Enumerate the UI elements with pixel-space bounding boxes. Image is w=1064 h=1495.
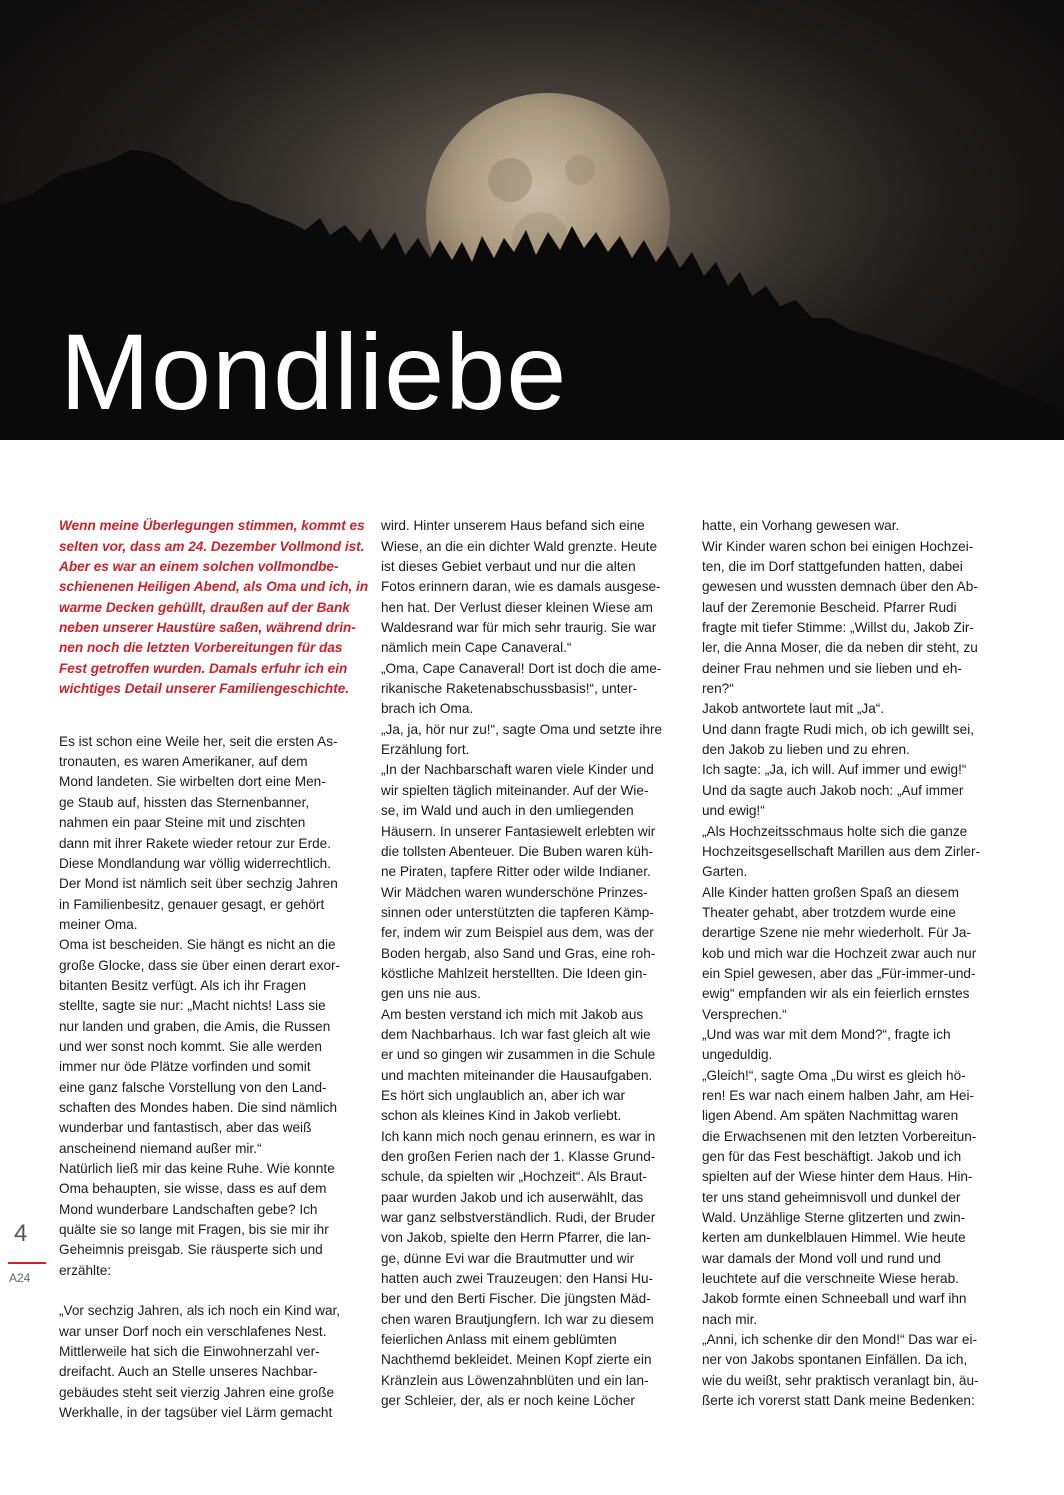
text-column-2 — [381, 496, 693, 1432]
page-number-rule — [8, 1262, 46, 1264]
body-text-column-2: wird. Hinter unserem Haus befand sich eine Wiese, an die ein dichter Wald grenzte. Heute ist dieses Gebiet verbaut und nur die alten Fotos erinnern daran, wie es damals ausgese- hen hat. Der Verlust dieser kleinen Wiese am Waldesrand war für mich sehr traurig. Sie war nämlich mein Cape Canaveral.“ „Oma, Cape Canaveral! Dort ist doch die ame- rikanische Raketenabschussbasis!“, unter- brach ich Oma. „Ja, ja, hör nur zu!“, sagte Oma und setzte ihre Erzählung fort. „In der Nachbarschaft waren viele Kinder und wir spielten täglich miteinander. Auf der Wie- se, im Wald und auch in den umliegenden Häusern. In unserer Fantasiewelt erlebten wir die tollsten Abenteuer. Die Buben waren küh- ne Piraten, tapfere Ritter oder wilde Indianer. Wir Mädchen waren wunderschöne Prinzes- sinnen oder unterstützten die tapferen Kämp- fer, indem wir zum Beispiel aus dem, was der Boden hergab, also Sand und Gras, eine roh- köstliche Mahlzeit herstellten. Die Ideen gin- gen uns nie aus. Am besten verstand ich mich mit Jakob aus dem Nachbarhaus. Ich war fast gleich alt wie er und so gingen wir zusammen in die Schule und machten miteinander die Hausaufgaben. Es hört sich unglaublich an, aber ich war schon als kleines Kind in Jakob verliebt. Ich kann mich noch genau erinnern, es war in den großen Ferien nach der 1. Klasse Grund- schule, da spielten wir „Hochzeit“. Als Braut- paar wurden Jakob und ich auserwählt, das war ganz selbstverständlich. Rudi, der Bruder von Jakob, spielte den Herrn Pfarrer, die lan- ge, dünne Evi war die Brautmutter und wir hatten auch zwei Trauzeugen: den Hansi Hu- ber und den Berti Fischer. Die jüngsten Mäd- chen waren Brautjungfern. Ich war zu diesem feierlichen Anlass mit einem geblümten Nachthemd bekleidet. Meinen Kopf zierte ein Kränzlein aus Löwenzahnblüten und ein lan- ger Schleier, der, als er noch keine Löcher — [381, 518, 663, 1409]
article-title: Mondliebe — [60, 311, 568, 432]
article-intro: Wenn meine Überlegungen stimmen, kommt es selten vor, dass am 24. Dezember Vollmond ist. Aber es war an einem solchen vollmondbe- schienenen Heiligen Abend, als Oma und ich, in warme Decken gehüllt, draußen auf der Bank neben unserer Haustüre saßen, während drin- nen noch die letzten Vorbereitungen für das Fest getroffen wurden. Damals erfuhr ich ein wichtiges Detail unserer Familiengeschichte. — [59, 518, 369, 697]
text-column-3 — [702, 496, 1014, 1432]
hero-photo — [0, 0, 1064, 440]
body-text-column-3: hatte, ein Vorhang gewesen war. Wir Kinder waren schon bei einigen Hochzei- ten, die im Dorf stattgefunden hatten, dabei gewesen und wussten demnach über den Ab- lauf der Zeremonie Bescheid. Pfarrer Rudi fragte mit tiefer Stimme: „Willst du, Jakob Zir- ler, die Anna Moser, die da neben dir steht, zu deiner Frau nehmen und sie lieben und eh- ren?“ Jakob antwortete laut mit „Ja“. Und dann fragte Rudi mich, ob ich gewillt sei, den Jakob zu lieben und zu ehren. Ich sagte: „Ja, ich will. Auf immer und ewig!“ Und da sagte auch Jakob noch: „Auf immer und ewig!“ „Als Hochzeitsschmaus holte sich die ganze Hochzeitsgesellschaft Marillen aus dem Zirler- Garten. Alle Kinder hatten großen Spaß an diesem Theater gehabt, aber trotzdem wurde eine derartige Szene nie mehr wiederholt. Für Ja- kob und mich war die Hochzeit zwar auch nur ein Spiel gewesen, aber das „Für-immer-und- ewig“ empfanden wir als ein feierlich ernstes Versprechen.“ „Und was war mit dem Mond?“, fragte ich ungeduldig. „Gleich!“, sagte Oma „Du wirst es gleich hö- ren! Es war nach einem halben Jahr, am Hei- ligen Abend. Am späten Nachmittag waren die Erwachsenen mit den letzten Vorbereitun- gen für das Fest beschäftigt. Jakob und ich spielten auf der Wiese hinter dem Haus. Hin- ter uns stand geheimnisvoll und dunkel der Wald. Unzählige Sterne glitzerten und zwin- kerten am dunkelblauen Himmel. Wie heute war damals der Mond voll und rund und leuchtete auf die verschneite Wiese herab. Jakob formte einen Schneeball und warf ihn nach mir. „Anni, ich schenke dir den Mond!“ Das war ei- ner von Jakobs spontanen Einfällen. Da ich, wie du weißt, sehr praktisch veranlagt bin, äu- ßerte ich vorerst statt Dank meine Bedenken: — [702, 518, 981, 1409]
page-code: A24 — [9, 1271, 31, 1285]
text-column-1 — [59, 496, 371, 1444]
page-number: 4 — [14, 1220, 28, 1247]
body-text-column-1: Es ist schon eine Weile her, seit die ersten As- tronauten, es waren Amerikaner, auf dem Mond landeten. Sie wirbelten dort eine Men- ge Staub auf, hissten das Sternenbanner, nahmen ein paar Steine mit und zischten dann mit ihrer Rakete wieder retour zur Erde. Diese Mondlandung war völlig widerrechtlich. Der Mond ist nämlich seit über sechzig Jahren in Familienbesitz, genauer gesagt, er gehört meiner Oma. Oma ist bescheiden. Sie hängt es nicht an die große Glocke, dass sie über einen derart exor- bitanten Besitz verfügt. Als ich ihr Fragen stellte, sagte sie nur: „Macht nichts! Lass sie nur landen und graben, die Amis, die Russen und wer sonst noch kommt. Sie alle werden immer nur öde Plätze vorfinden und somit eine ganz falsche Vorstellung von den Land- schaften des Mondes haben. Die sind nämlich wunderbar und fantastisch, aber das weiß anscheinend niemand außer mir.“ Natürlich ließ mir das keine Ruhe. Wie konnte Oma behaupten, sie wisse, dass es auf dem Mond wunderbare Landschaften gebe? Ich quälte sie so lange mit Fragen, bis sie mir ihr Geheimnis preisgab. Sie räusperte sich und erzählte: „Vor sechzig Jahren, als ich noch ein Kind war, war unser Dorf noch ein verschlafenes Nest. Mittlerweile hat sich die Einwohnerzahl ver- dreifacht. Auch an Stelle unseres Nachbar- gebäudes steht seit vierzig Jahren eine große Werkhalle, in der tagsüber viel Lärm gemacht — [59, 733, 341, 1421]
